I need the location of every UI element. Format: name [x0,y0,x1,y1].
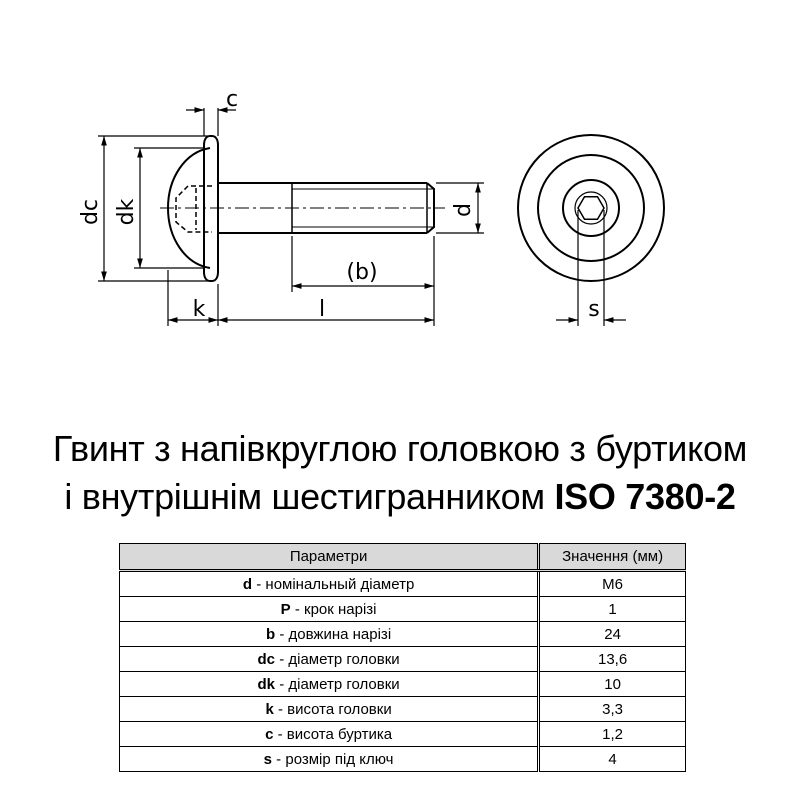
value-cell: 13,6 [539,647,686,672]
param-cell [120,571,539,597]
param-cell [120,722,539,747]
table-row [120,622,686,647]
title-line-2 [0,476,800,518]
screw-end-view [518,135,664,281]
param-cell [120,747,539,772]
value-cell: 3,3 [539,697,686,722]
param-cell [120,697,539,722]
param-symbol: dc [257,650,276,668]
param-symbol: c [265,725,274,743]
title-line-2-text: і внутрішнім шестигранником [64,476,545,517]
param-desc: - діаметр головки [275,675,400,693]
param-desc: - номінальный діаметр [252,575,415,593]
table-row [120,672,686,697]
label-d: d [451,203,476,217]
screw-side-view [160,136,445,281]
param-cell [120,622,539,647]
table-row [120,571,686,597]
value-cell: 1 [539,597,686,622]
param-desc: - висота буртика [273,725,393,743]
standard-number: ISO 7380-2 [554,476,736,517]
table-row [120,647,686,672]
param-symbol: k [265,700,274,718]
table-row [120,747,686,772]
table-row [120,597,686,622]
label-dk: dk [114,198,139,226]
param-symbol: d [242,575,253,593]
title-line-1: Гвинт з напівкруглою головкою з буртиком [52,428,748,469]
label-l: l [318,297,326,322]
param-desc: - крок нарізі [290,600,377,618]
parameters-table [119,543,686,772]
param-symbol: dk [257,675,276,693]
value-cell: 24 [539,622,686,647]
table-row [120,697,686,722]
value-cell: 4 [539,747,686,772]
param-desc: - діаметр головки [275,650,400,668]
label-s: s [588,297,600,322]
table-row [120,722,686,747]
param-desc: - довжина нарізі [275,625,392,643]
label-k: k [192,297,206,322]
value-cell: 1,2 [539,722,686,747]
param-desc: - висота головки [273,700,392,718]
header-parameters: Параметри [120,544,539,571]
dimension-lines-side [98,108,484,326]
param-symbol: b [266,625,276,643]
label-b: (b) [346,260,378,285]
param-symbol: s [263,750,273,768]
header-values: Значення (мм) [539,544,686,571]
label-dc: dc [78,198,103,226]
param-cell [120,672,539,697]
label-c: c [226,87,239,112]
value-cell: M6 [539,571,686,597]
param-cell [120,647,539,672]
technical-drawing [0,0,800,360]
param-cell [120,597,539,622]
param-desc: - розмір під ключ [272,750,394,768]
value-cell: 10 [539,672,686,697]
param-symbol: P [280,600,291,618]
table-header-row [120,544,686,571]
